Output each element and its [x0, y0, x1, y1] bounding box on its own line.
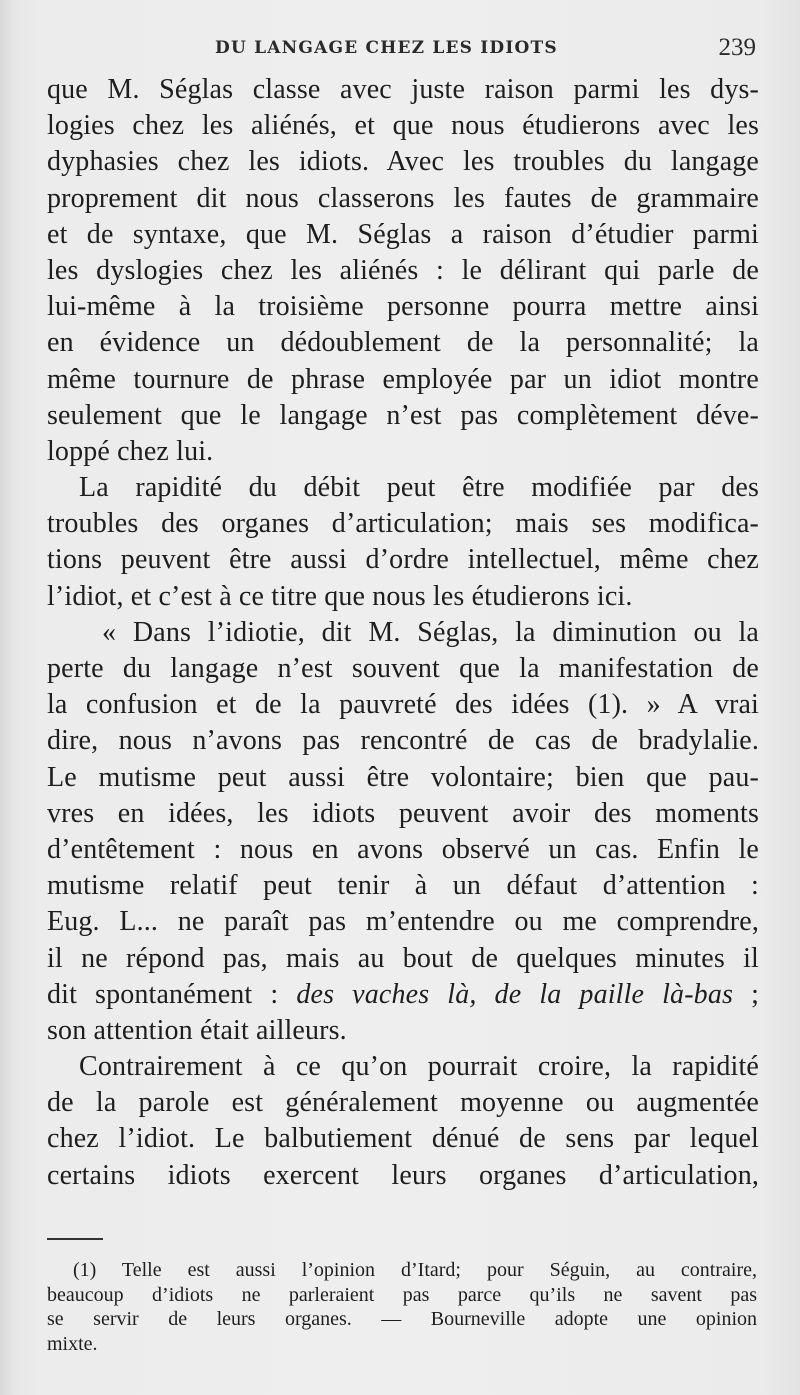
body-text: [47, 72, 759, 1194]
text-line: tions peuvent être aussi d’ordre intellectuel, même chez: [47, 544, 759, 576]
text-line: Le mutisme peut aussi être volontaire; bien que pau-: [47, 761, 759, 793]
text-line: dyphasies chez les idiots. Avec les troubles du langage: [47, 146, 759, 178]
text-line: loppé chez lui.: [47, 435, 214, 467]
text-segment: dit spontanément :: [47, 978, 279, 1010]
text-line: que M. Séglas classe avec juste raison parmi les dys-: [47, 74, 759, 105]
footnote-line: mixte.: [47, 1332, 98, 1355]
text-line: les dyslogies chez les aliénés : le délirant qui parle de: [47, 254, 759, 286]
text-line-with-italic-quote: [47, 977, 759, 1013]
text-line: logies chez les aliénés, et que nous étudierons avec les: [47, 110, 759, 142]
page-header: [0, 34, 800, 64]
text-line: il ne répond pas, mais au bout de quelques minutes il: [47, 942, 759, 974]
footnote-line: se servir de leurs organes. — Bourneville adopte une opinion: [47, 1308, 757, 1330]
paragraph-start-line: « Dans l’idiotie, dit M. Séglas, la diminution ou la: [102, 616, 759, 648]
footnotes: [47, 1258, 757, 1356]
text-line: de la parole est généralement moyenne ou augmentée: [47, 1087, 759, 1119]
text-line: proprement dit nous classerons les fautes de grammaire: [47, 182, 759, 214]
footnote-divider: [47, 1238, 103, 1240]
page-number: 239: [718, 34, 756, 61]
italic-quotation: des vaches là, de la paille là-bas: [296, 978, 734, 1010]
text-line: mutisme relatif peut tenir à un défaut d’attention :: [47, 870, 759, 902]
text-line: en évidence un dédoublement de la personnalité; la: [47, 327, 759, 359]
text-line: certains idiots exercent leurs organes d’articulation,: [47, 1159, 759, 1191]
paragraph-start-line: Contrairement à ce qu’on pourrait croire, la rapidité: [79, 1051, 759, 1083]
text-line: chez l’idiot. Le balbutiement dénué de sens par lequel: [47, 1123, 759, 1155]
text-line: même tournure de phrase employée par un idiot montre: [47, 363, 759, 395]
text-line: et de syntaxe, que M. Séglas a raison d’étudier parmi: [47, 218, 759, 250]
text-line: seulement que le langage n’est pas complètement déve-: [47, 399, 759, 431]
text-line: Eug. L... ne paraît pas m’entendre ou me comprendre,: [47, 906, 759, 938]
text-line: vres en idées, les idiots peuvent avoir des moments: [47, 797, 759, 829]
text-line: l’idiot, et c’est à ce titre que nous les étudierons ici.: [47, 580, 633, 612]
paragraph-start-line: La rapidité du débit peut être modifiée par des: [79, 472, 759, 504]
running-head: DU LANGAGE CHEZ LES IDIOTS: [215, 38, 558, 58]
text-line: lui-même à la troisième personne pourra mettre ainsi: [47, 291, 759, 323]
footnote-line: (1) Telle est aussi l’opinion d’Itard; pour Séguin, au contraire,: [73, 1259, 757, 1281]
text-line: troubles des organes d’articulation; mais ses modifica-: [47, 508, 759, 540]
text-line: dire, nous n’avons pas rencontré de cas de bradylalie.: [47, 725, 759, 757]
text-line: perte du langage n’est souvent que la manifestation de: [47, 653, 759, 684]
footnote-line: beaucoup d’idiots ne parleraient pas parce qu’ils ne savent pas: [47, 1283, 757, 1306]
text-line: la confusion et de la pauvreté des idées (1). » A vrai: [47, 689, 759, 721]
text-line: d’entêtement : nous en avons observé un cas. Enfin le: [47, 833, 759, 865]
text-segment: ;: [751, 978, 760, 1010]
text-line: son attention était ailleurs.: [47, 1014, 347, 1046]
